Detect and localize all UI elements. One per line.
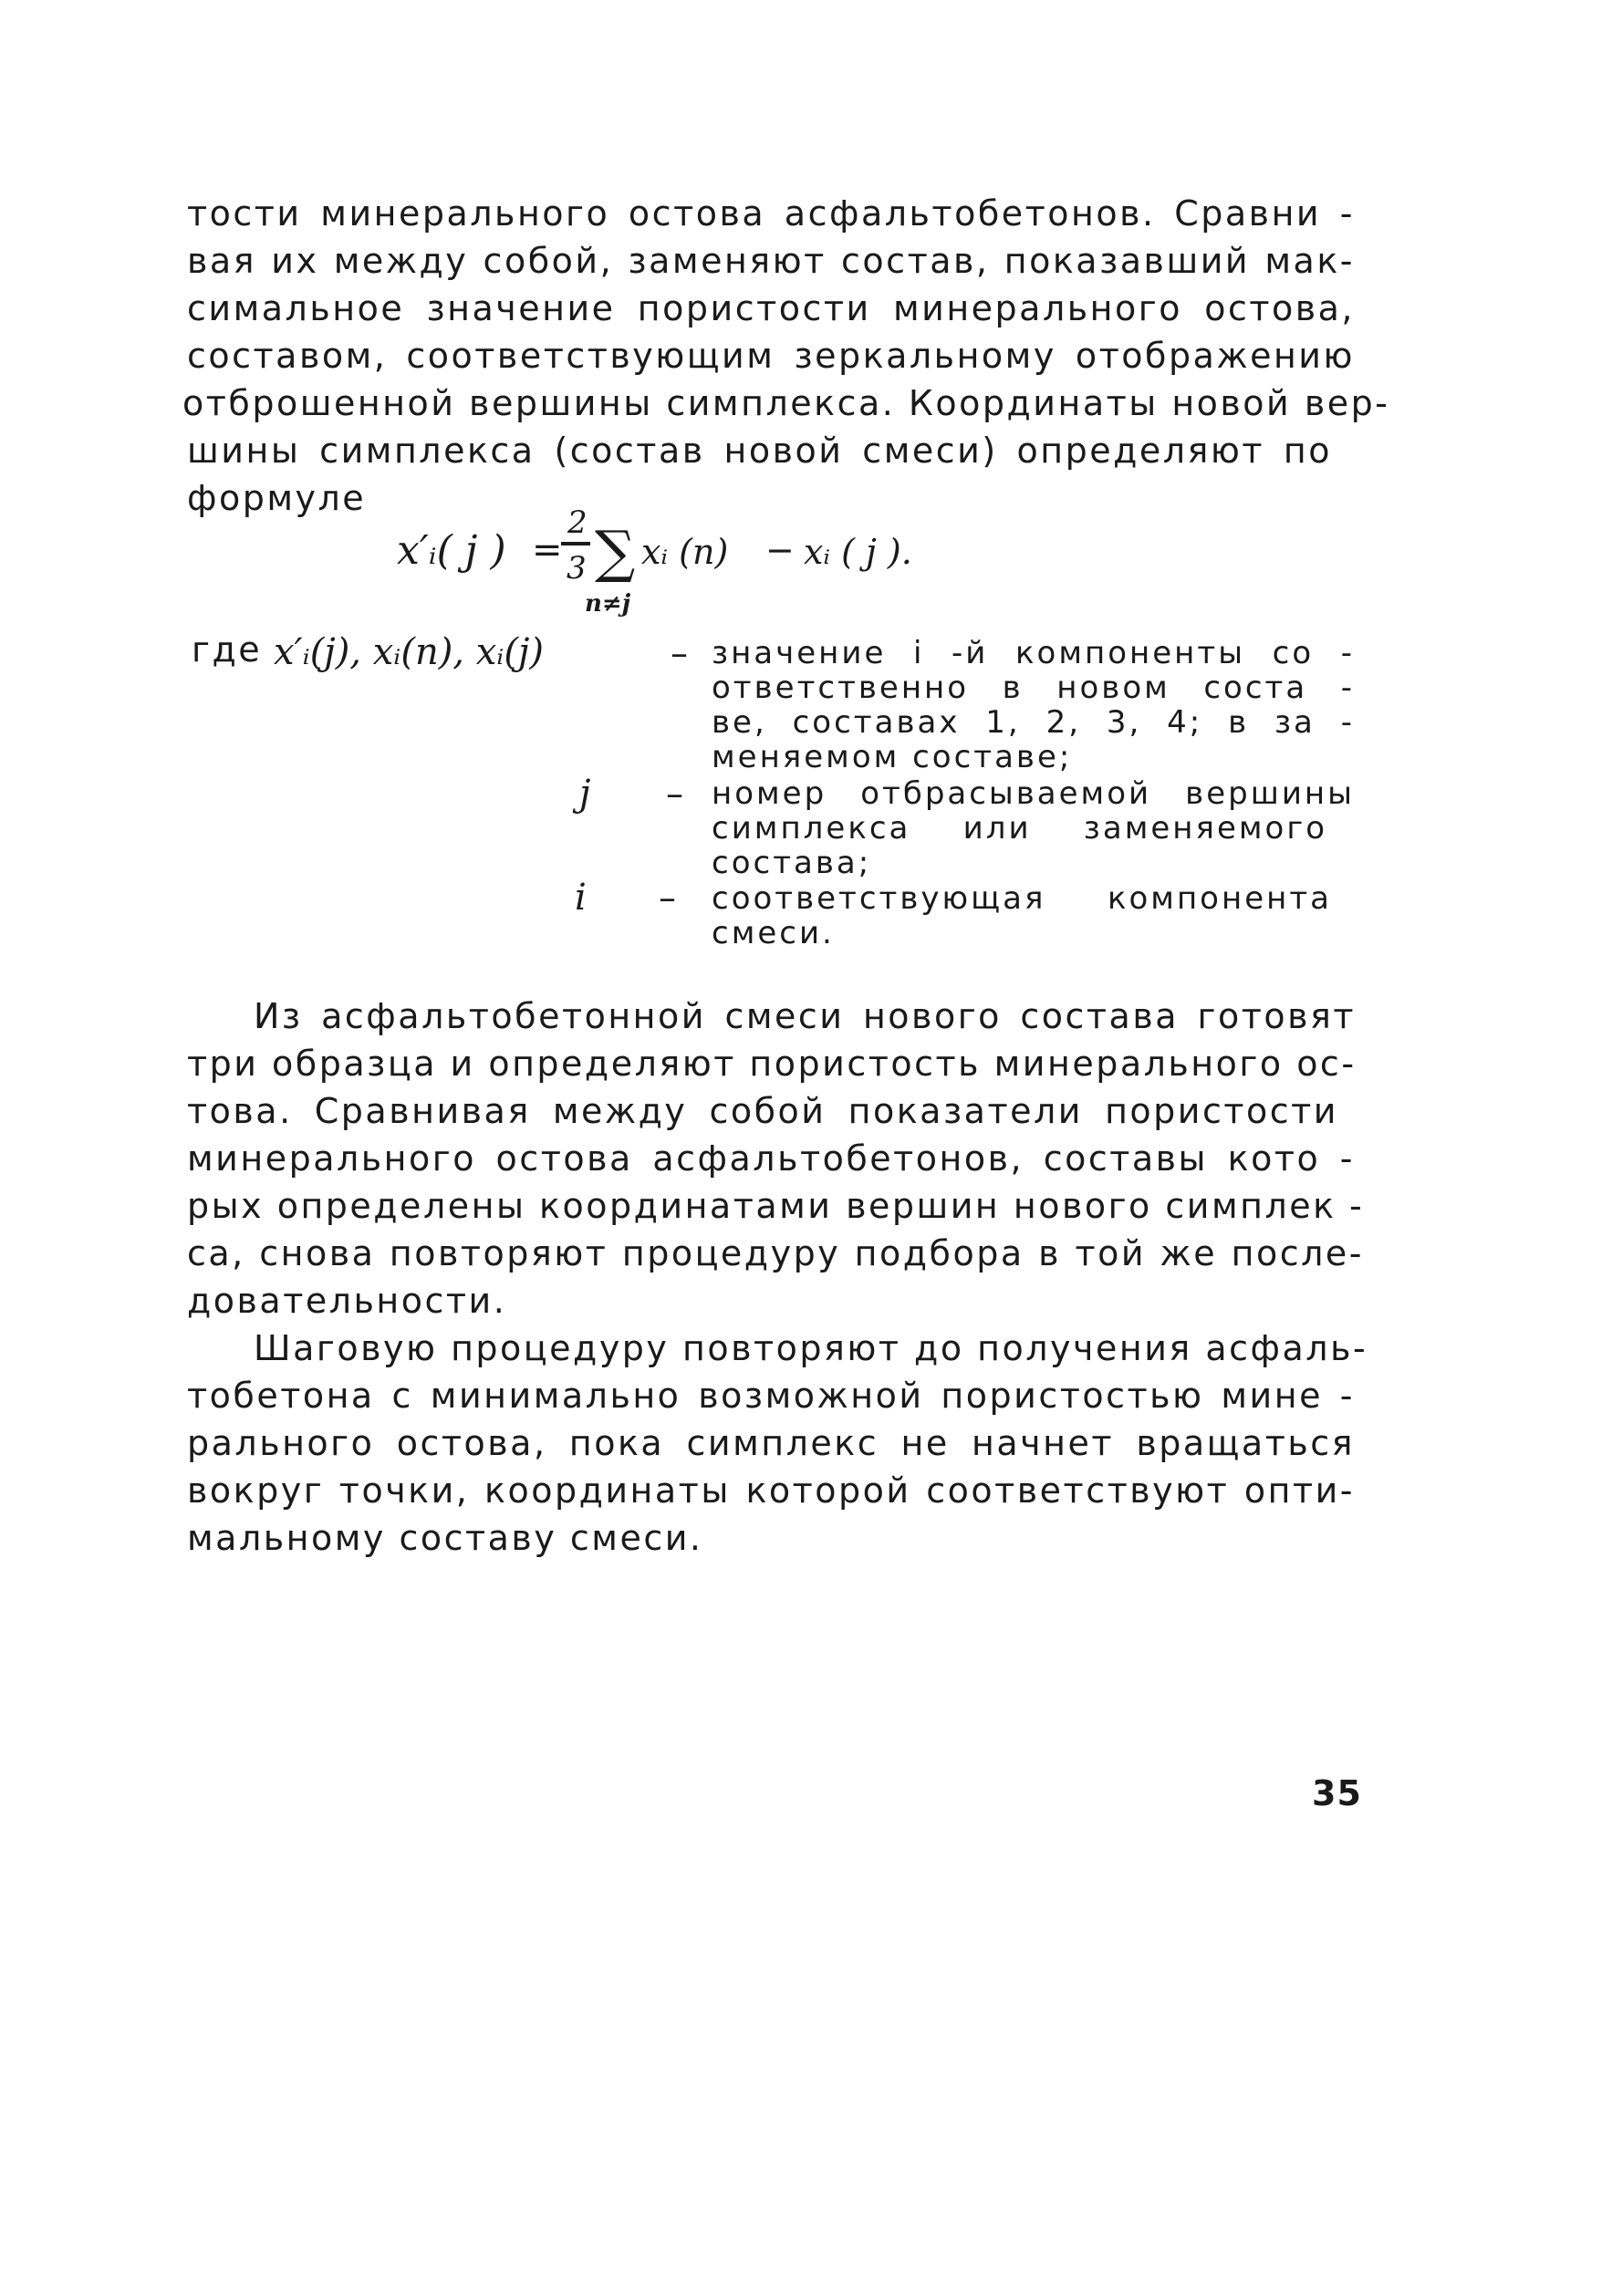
text-line: тобетона с минимально возможной пористостью мине - bbox=[187, 1376, 1355, 1416]
where-word: где bbox=[192, 629, 263, 670]
definition-line: симплекса или заменяемого bbox=[712, 810, 1327, 847]
definition-line: смеси. bbox=[712, 915, 835, 951]
text-line: рального остова, пока симплекс не начнет вращаться bbox=[187, 1423, 1355, 1463]
formula-equals: = bbox=[532, 529, 563, 571]
definition-dash: – bbox=[666, 774, 683, 814]
text-line: мальному составу смеси. bbox=[187, 1518, 703, 1558]
variables-list: x′ᵢ(j), xᵢ(n), xᵢ(j) bbox=[274, 631, 544, 673]
definition-2 bbox=[712, 776, 1355, 880]
text-line: рых определены координатами вершин нового симплек - bbox=[187, 1186, 1365, 1226]
text-line: шины симплекса (состав новой смеси) определяют по bbox=[187, 431, 1332, 471]
definition-line: соответствующая компонента bbox=[712, 880, 1332, 917]
definition-line: состава; bbox=[712, 845, 872, 881]
simplex-formula bbox=[397, 500, 981, 628]
formula-minus: − bbox=[765, 530, 795, 570]
text-line: формуле bbox=[187, 478, 367, 518]
text-line: Шаговую процедуру повторяют до получения асфаль- bbox=[254, 1328, 1368, 1368]
definition-line: значение i -й компоненты со - bbox=[712, 635, 1355, 671]
where-variables bbox=[274, 622, 657, 686]
definition-line: номер отбрасываемой вершины bbox=[712, 775, 1355, 812]
text-line: отброшенной вершины симплекса. Координаты новой вер- bbox=[182, 383, 1390, 423]
definition-1 bbox=[712, 636, 1355, 774]
formula-lhs: x′ᵢ( j ) bbox=[397, 527, 506, 574]
text-line: това. Сравнивая между собой показатели пористости bbox=[187, 1091, 1338, 1131]
text-line: тости минерального остова асфальтобетонов. Сравни - bbox=[187, 193, 1355, 234]
formula-fraction-denominator: 3 bbox=[567, 550, 587, 587]
text-line: са, снова повторяют процедуру подбора в той же после- bbox=[187, 1233, 1364, 1273]
text-line: симальное значение пористости минерального остова, bbox=[187, 288, 1355, 328]
definition-dash: – bbox=[659, 878, 676, 918]
variables-graphic bbox=[274, 622, 657, 686]
definition-line: меняемом составе; bbox=[712, 739, 1073, 775]
definition-line: ответственно в новом соста - bbox=[712, 670, 1355, 706]
definition-line: ве, составах 1, 2, 3, 4; в за - bbox=[712, 704, 1355, 741]
definition-symbol: j bbox=[579, 773, 591, 815]
text-line: вая их между собой, заменяют состав, показавший мак- bbox=[187, 241, 1355, 281]
text-line: минерального остова асфальтобетонов, составы кото - bbox=[187, 1138, 1355, 1179]
formula-sum-sign: ∑ bbox=[595, 518, 636, 585]
definition-symbol: i bbox=[575, 877, 587, 919]
text-line: вокруг точки, координаты которой соответствуют опти- bbox=[187, 1470, 1355, 1511]
page-number: 35 bbox=[1312, 1773, 1362, 1813]
text-line: Из асфальтобетонной смеси нового состава готовят bbox=[254, 996, 1356, 1036]
text-line: составом, соответствующим зеркальному отображению bbox=[187, 336, 1355, 376]
text-line: три образца и определяют пористость минерального ос- bbox=[187, 1044, 1357, 1084]
definition-3 bbox=[712, 881, 1355, 951]
formula-sum-index: n≠j bbox=[585, 590, 631, 618]
formula-fraction-numerator: 2 bbox=[567, 504, 588, 541]
formula-term-1: xᵢ (n) bbox=[641, 532, 729, 572]
text-line: довательности. bbox=[187, 1281, 507, 1321]
formula-term-2: xᵢ ( j ). bbox=[804, 532, 912, 572]
formula-graphic bbox=[397, 500, 981, 628]
definition-dash: – bbox=[671, 633, 688, 673]
